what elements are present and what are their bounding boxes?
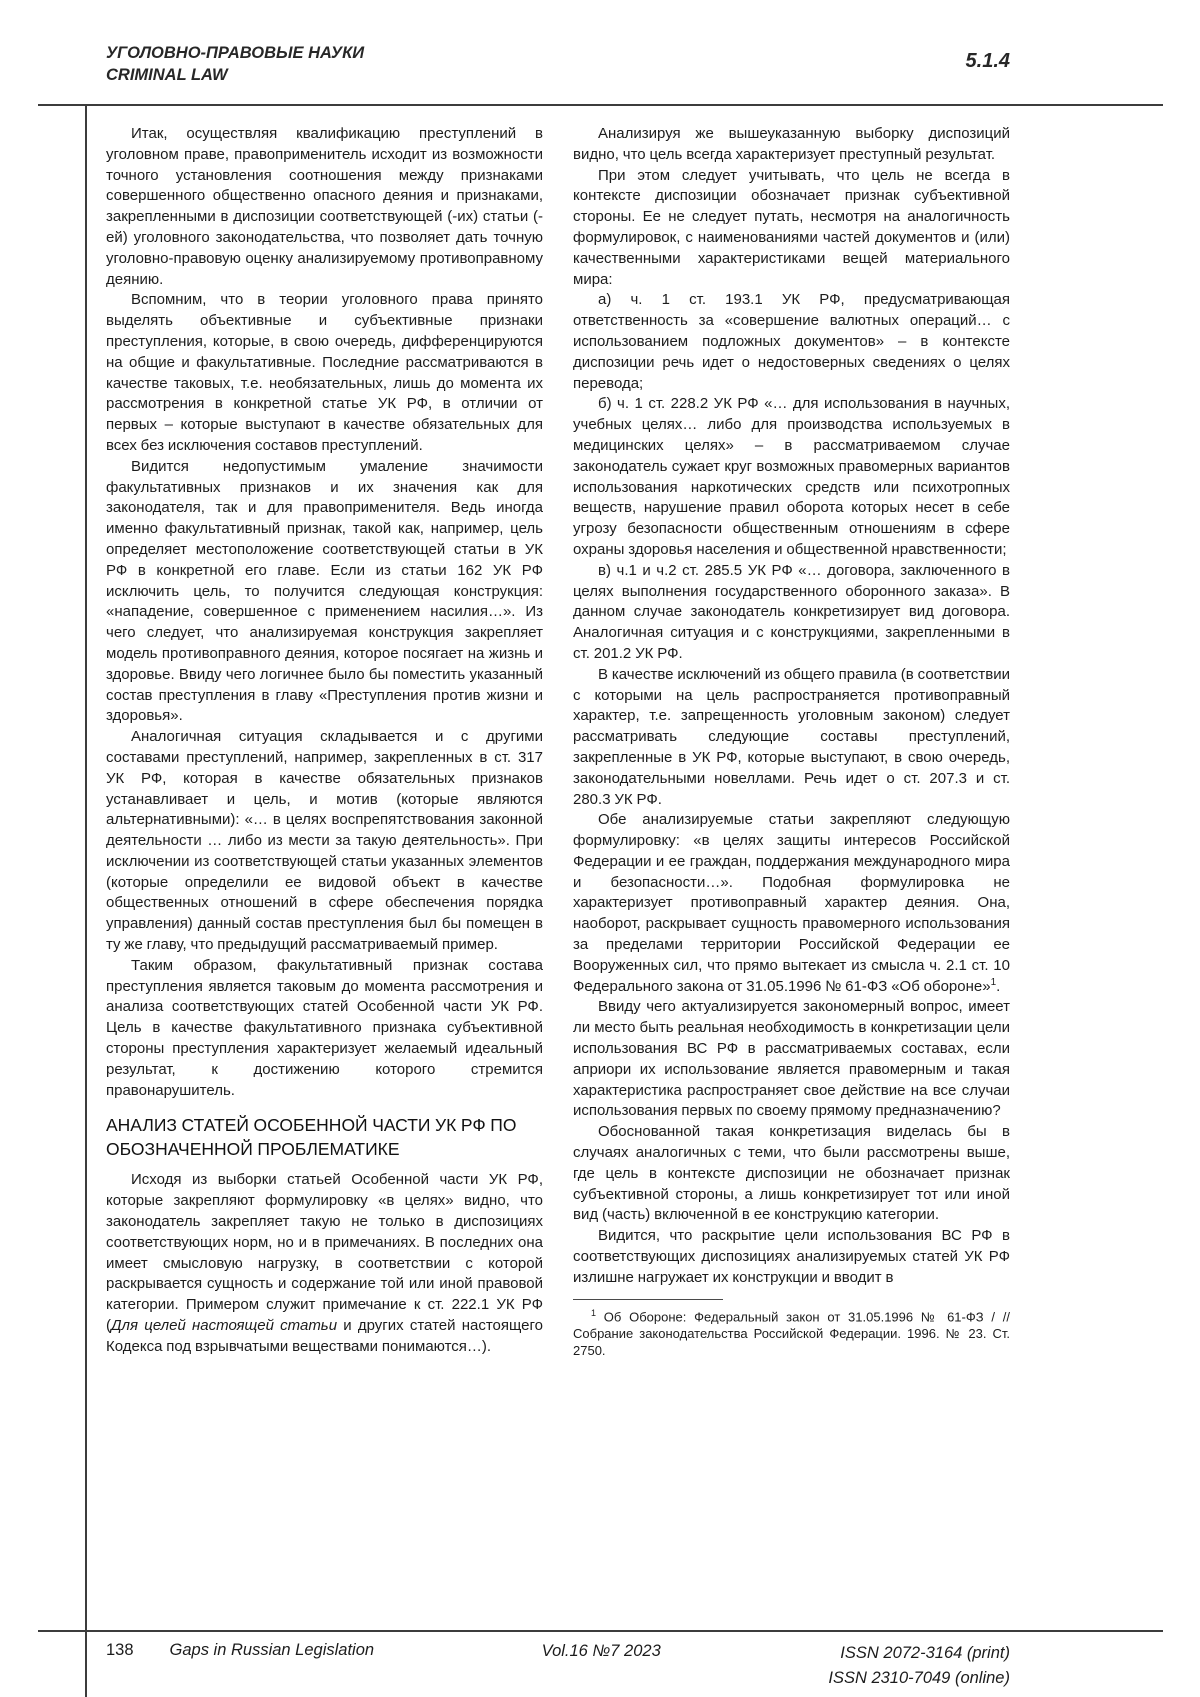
issn-block (828, 1641, 1010, 1691)
page-header (106, 42, 1010, 86)
paragraph: б) ч. 1 ст. 228.2 УК РФ «… для использования в научных, учебных целях… либо для производства используемых в медицинских целях» – в рассматриваемом случае законодатель сужает круг возможных правомерных вариантов использования наркотических средств или психотропных веществ, нарушение правил оборота которых несет в себе угрозу безопасности общественным отношениям в сфере охраны здоровья населения и общественной нравственности; (573, 395, 1010, 558)
paragraph-text: и других статей настоящего Кодекса под взрывчатыми веществами понимаются…). (106, 1317, 543, 1355)
paragraph: Вспомним, что в теории уголовного права принято выделять объективные и субъективные признаки преступления, которые, в свою очередь, дифференцируются на общие и факультативные. Последние рассматриваются в качестве таковых, т.е. необязательных, лишь до момента их рассмотрения в конкретной статье УК РФ, в отличии от первых – которые выступают в качестве обязательных для всех без исключения составов преступлений. (106, 291, 543, 454)
paragraph-text: . (996, 977, 1001, 995)
issn-online: ISSN 2310-7049 (online) (828, 1669, 1010, 1687)
footer-left (106, 1641, 374, 1691)
journal-title: Gaps in Russian Legislation (169, 1641, 375, 1659)
paragraph: Анализируя же вышеуказанную выборку диспозиций видно, что цель всегда характеризует преступный результат. (573, 125, 1010, 163)
paragraph: Ввиду чего актуализируется закономерный вопрос, имеет ли место быть реальная необходимость в конкретизации цели использования ВС РФ в рассматриваемых составах, если априори их использование является правомерным и такая характеристика распространяет свое действие на все случаи использования первых по своему прямому предназначению? (573, 998, 1010, 1120)
paragraph: В качестве исключений из общего правила (в соответствии с которыми на цель распространяется противоправный характер, т.е. запрещенность уголовным законом) следует рассматривать следующие составы преступлений, закрепленные в УК РФ, которые выступают, в свою очередь, законодательными новеллами. Речь идет о ст. 207.3 и ст. 280.3 УК РФ. (573, 665, 1010, 808)
paragraph (106, 1170, 543, 1357)
specialty-code: 5.1.4 (965, 50, 1010, 72)
rubric (106, 42, 364, 86)
paragraph-text: Обе анализируемые статьи закрепляют следующую формулировку: «в целях защиты интересов Российской Федерации и ее граждан, поддержания международного мира и безопасности…». Подобная формулировка не характеризует противоправный характер деяния. Она, наоборот, раскрывает сущность правомерного использования за пределами территории Российской Федерации ее Вооруженных сил, что прямо вытекает из смысла ч. 2.1 ст. 10 Федерального закона от 31.05.1996 № 61-ФЗ «Об обороне» (573, 811, 1010, 995)
paragraph: При этом следует учитывать, что цель не всегда в контексте диспозиции обозначает признак субъективной стороны. Ее не следует путать, несмотря на аналогичность формулировок, с наименованиями частей документов и (или) качественными характеристиками вещей материального мира: (573, 166, 1010, 288)
emphasized-phrase: Для целей настоящей статьи (111, 1317, 338, 1335)
paragraph: Итак, осуществляя квалификацию преступлений в уголовном праве, правоприменитель исходит из возможности точного установления соотношения между признаками совершенного общественно опасного деяния и признаками, закрепленными в диспозиции соответствующей (-их) статьи (-ей) уголовного законодательства, что позволяет дать точную уголовно-правовую оценку анализируемому противоправному деянию. (106, 125, 543, 288)
footnote (573, 1305, 1010, 1360)
right-column (573, 124, 1010, 1624)
left-margin-rule (85, 104, 87, 1697)
paragraph (573, 810, 1010, 997)
paragraph: Видится, что раскрытие цели использования ВС РФ в соответствующих диспозициях анализируемых статей УК РФ излишне нагружает их конструкции и вводит в (573, 1227, 1010, 1286)
paragraph: Видится недопустимым умаление значимости факультативных признаков и их значения как для законодателя, так и для правоприменителя. Ведь иногда именно факультативный признак, такой как, например, цель определяет местоположение соответствующей статьи в УК РФ в конкретной его главе. Если из статьи 162 УК РФ исключить цель, то получится следующая конструкция: «нападение, совершенное с применением насилия…». Из чего следует, что анализируемая конструкция закрепляет модель противоправного деяния, которое посягает на жизнь и здоровье. Ввиду чего логичнее было бы поместить указанный состав преступления в главу «Преступления против жизни и здоровья». (106, 457, 543, 725)
article-body (106, 124, 1010, 1624)
section-heading: АНАЛИЗ СТАТЕЙ ОСОБЕННОЙ ЧАСТИ УК РФ ПО ОБОЗНАЧЕННОЙ ПРОБЛЕМАТИКЕ (106, 1115, 517, 1159)
paragraph: Обоснованной такая конкретизация виделась бы в случаях аналогичных с теми, что были рассмотрены выше, где цель в контексте диспозиции не обозначает признак субъективной стороны, а лишь конкретизирует тот или иной вид (часть) включенной в ее конструкцию категории. (573, 1123, 1010, 1224)
issn-print: ISSN 2072-3164 (print) (840, 1644, 1010, 1662)
paragraph: в) ч.1 и ч.2 ст. 285.5 УК РФ «… договора, заключенного в целях выполнения государственного оборонного заказа». В данном случае законодатель конкретизирует вид договора. Аналогичная ситуация и с конструкциями, закрепленными в ст. 201.2 УК РФ. (573, 561, 1010, 662)
paragraph: Таким образом, факультативный признак состава преступления является таковым до момента рассмотрения и анализа соответствующих статей Особенной части УК РФ. Цель в качестве факультативного признака субъективной стороны преступления характеризует желаемый идеальный результат, к достижению которого стремится правонарушитель. (106, 956, 543, 1099)
page-footer (106, 1641, 1010, 1691)
rubric-en: CRIMINAL LAW (106, 66, 228, 84)
footnote-text: Об Обороне: Федеральный закон от 31.05.1996 № 61-ФЗ / // Собрание законодательства Российской Федерации. 1996. № 23. Ст. 2750. (573, 1308, 1010, 1359)
page-number: 138 (106, 1641, 134, 1659)
volume-issue: Vol.16 №7 2023 (541, 1642, 661, 1660)
footnote-marker: 1 (591, 1307, 597, 1318)
footnote-separator (573, 1299, 723, 1300)
paragraph: а) ч. 1 ст. 193.1 УК РФ, предусматривающая ответственность за «совершение валютных операций… с использованием подложных документов» – в контексте диспозиции речь идет о недостоверных сведениях о целях перевода; (573, 291, 1010, 392)
paragraph-text: Исходя из выборки статьей Особенной части УК РФ, которые закрепляют формулировку «в целях» видно, что законодатель закрепляет такую не только в диспозициях соответствующих норм, но и в примечаниях. В последних она имеет смысловую нагрузку, в соответствии с которой раскрывается сущность и содержание той или иной правовой категории. Примером служит примечание к ст. 222.1 УК РФ ( (106, 1171, 543, 1335)
left-column (106, 124, 543, 1624)
paragraph: Аналогичная ситуация складывается и с другими составами преступлений, например, закрепленных в ст. 317 УК РФ, которая в качестве обязательных признаков устанавливает и цель, и мотив (которые являются альтернативными): «… в целях воспрепятствования законной деятельности … либо из мести за такую деятельность». При исключении из соответствующей статьи указанных элементов (которые определили ее видовой объект в качестве общественных отношений в сфере обеспечения порядка управления) данный состав преступления был бы помещен в ту же главу, что предыдущий рассматриваемый пример. (106, 728, 543, 954)
rubric-ru: УГОЛОВНО-ПРАВОВЫЕ НАУКИ (106, 44, 365, 62)
footnote-marker: 1 (990, 976, 997, 988)
footer-rule (38, 1630, 1163, 1632)
header-rule (38, 104, 1163, 106)
